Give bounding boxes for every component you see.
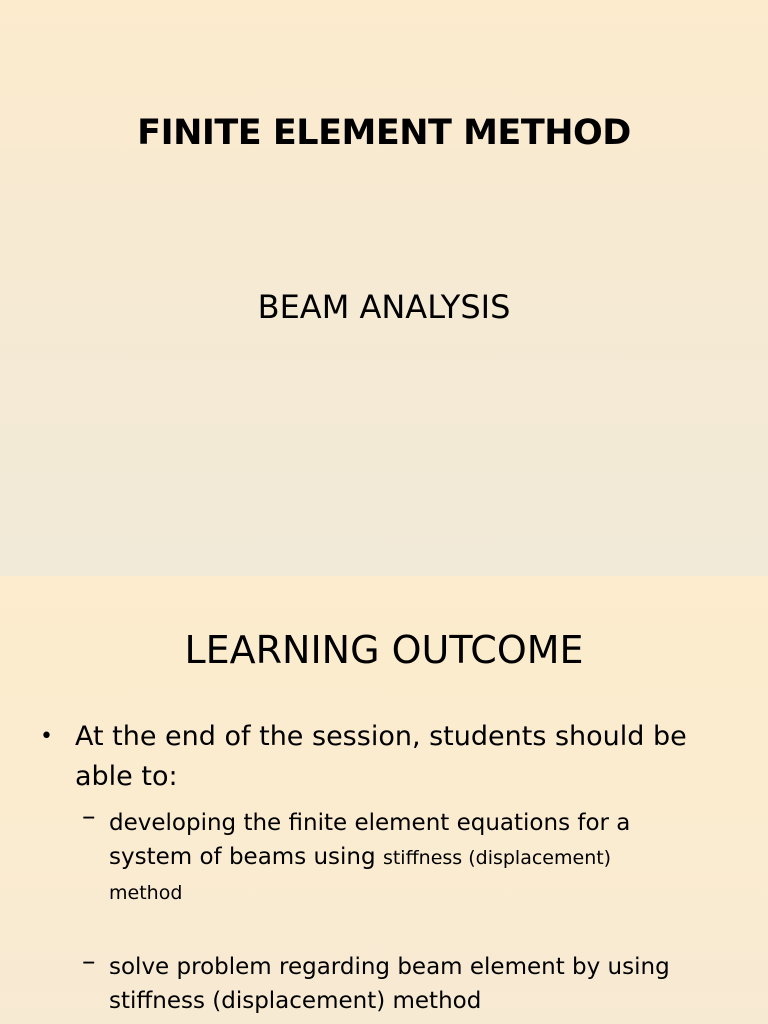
dash-icon: – <box>82 801 96 832</box>
sub-bullet-2: solve problem regarding beam element by using stiffness (displacement) method <box>109 954 670 1014</box>
sub-bullet-1-text: developing the finite element equations for a system of beams using <box>109 810 631 870</box>
sub-bullet-1 <box>109 806 689 910</box>
bullet-icon: • <box>40 724 53 749</box>
bullet-text: At the end of the session, students should be able to: <box>75 721 687 792</box>
learning-outcome-title: LEARNING OUTCOME <box>184 628 584 672</box>
sub-bullet-1-small-text: stiffness (displacement) method <box>109 847 612 904</box>
slide-title: FINITE ELEMENT METHOD <box>137 113 631 153</box>
learning-outcome-slide <box>0 576 768 1024</box>
slide-subtitle: BEAM ANALYSIS <box>257 288 511 326</box>
dash-icon: – <box>82 946 96 977</box>
